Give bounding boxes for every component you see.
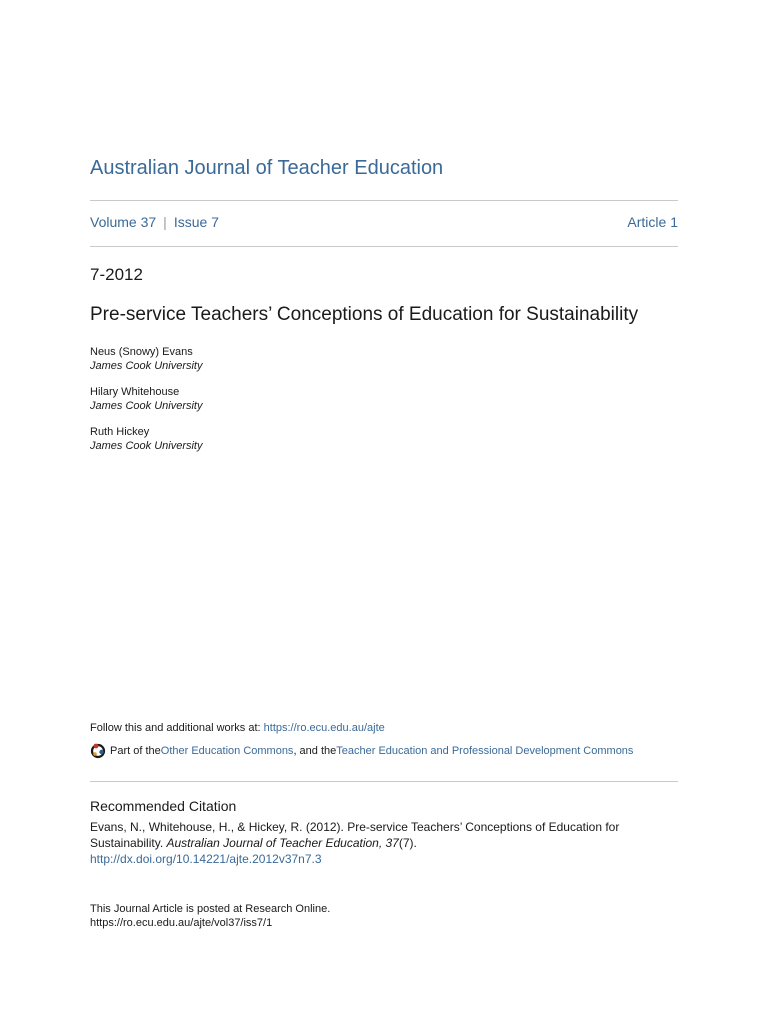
issue-bar [90,214,678,230]
teacher-education-commons-link[interactable]: Teacher Education and Professional Development Commons [336,745,634,757]
volume-link[interactable]: Volume 37 [90,214,157,230]
citation-issue: (7). [398,836,417,850]
author-name: Neus (Snowy) Evans [90,346,193,358]
author-entry [90,345,202,373]
posted-url: https://ro.ecu.edu.au/ajte/vol37/iss7/1 [90,917,273,929]
author-affiliation: James Cook University [90,360,203,372]
volume-issue [90,214,219,230]
author-name: Ruth Hickey [90,426,150,438]
repository-link[interactable]: https://ro.ecu.edu.au/ajte [263,722,385,734]
part-of-line [90,743,633,759]
separator: | [163,214,167,230]
follow-line [90,722,385,734]
author-affiliation: James Cook University [90,400,203,412]
doi-link[interactable]: http://dx.doi.org/10.14221/ajte.2012v37n7.3 [90,852,322,866]
citation-heading: Recommended Citation [90,798,237,814]
divider-citation [90,781,678,782]
author-entry [90,385,202,413]
issue-link[interactable]: Issue 7 [173,214,219,230]
journal-title-link[interactable]: Australian Journal of Teacher Education [90,157,444,179]
citation-body: Evans, N., Whitehouse, H., & Hickey, R. (2012). Pre-service Teachers’ Conceptions of Education for Sustainability. [90,820,620,850]
posted-line: This Journal Article is posted at Research Online. [90,903,331,915]
author-name: Hilary Whitehouse [90,386,180,398]
follow-prefix: Follow this and additional works at: [90,722,264,734]
posted-note [90,902,330,930]
citation-text [90,819,678,867]
article-number-link[interactable]: Article 1 [627,214,678,230]
network-commons-icon [90,743,106,759]
citation-journal: Australian Journal of Teacher Education, 37 [166,836,399,850]
author-list [90,345,202,465]
partof-prefix: Part of the [110,745,161,757]
publication-date: 7-2012 [90,265,143,284]
divider-top [90,200,678,201]
article-title: Pre-service Teachers’ Conceptions of Education for Sustainability [90,304,639,325]
author-affiliation: James Cook University [90,440,203,452]
other-education-commons-link[interactable]: Other Education Commons [160,745,294,757]
author-entry [90,425,202,453]
partof-middle: , and the [293,745,337,757]
divider-bottom [90,246,678,247]
